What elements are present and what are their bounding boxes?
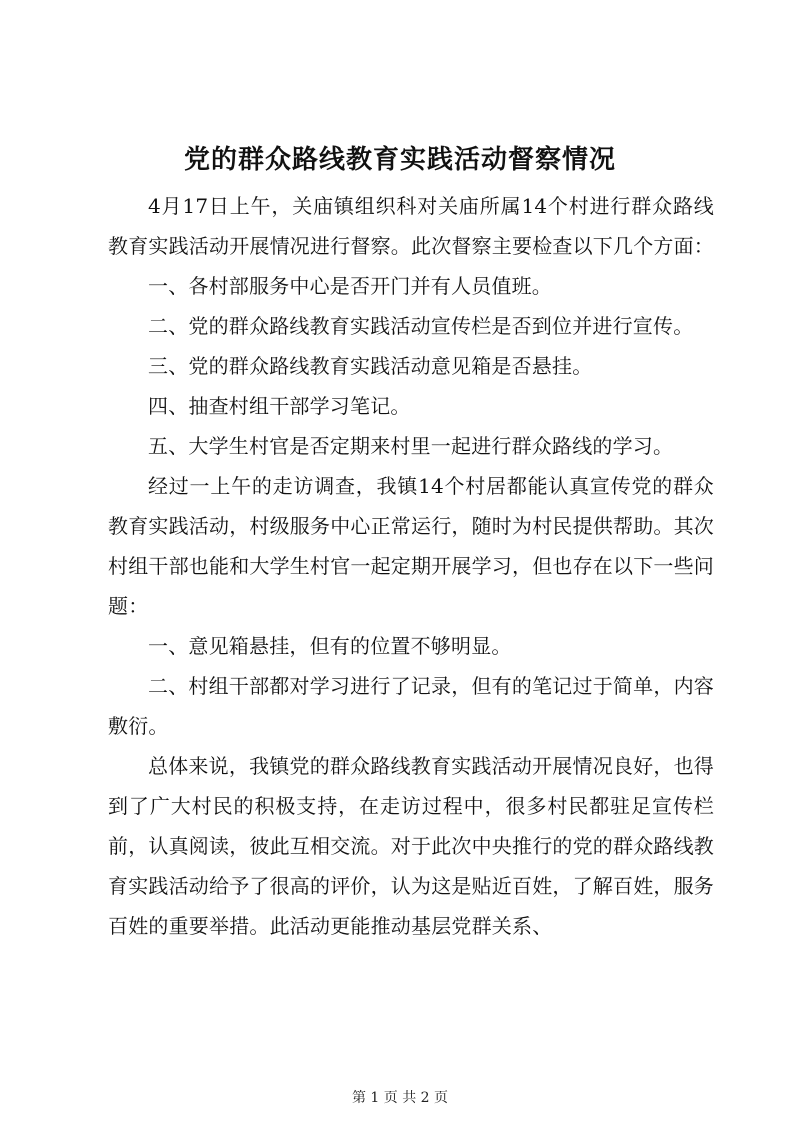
document-title: 党的群众路线教育实践活动督察情况 <box>183 145 616 175</box>
paragraph-issue-1: 一、意见箱悬挂，但有的位置不够明显。 <box>148 634 512 658</box>
paragraph-item-5: 五、大学生村官是否定期来村里一起进行群众路线的学习。 <box>148 434 674 458</box>
paragraph-issue-2: 二、村组干部都对学习进行了记录，但有的笔记过于简单，内容敷衍。 <box>108 674 714 738</box>
paragraph-summary: 总体来说，我镇党的群众路线教育实践活动开展情况良好，也得到了广大村民的积极支持，在走访过程中，很多村民都驻足宣传栏前，认真阅读，彼此互相交流。对于此次中央推行的党的群众路线教育实践活动给予了很高的评价，认为这是贴近百姓，了解百姓，服务百姓的重要举措。此活动更能推动基层党群关系、 <box>108 754 714 938</box>
page-footer: 第 1 页 共 2 页 <box>351 1090 449 1106</box>
paragraph-item-3: 三、党的群众路线教育实践活动意见箱是否悬挂。 <box>148 354 593 378</box>
document-body <box>108 186 714 946</box>
paragraph-item-2: 二、党的群众路线教育实践活动宣传栏是否到位并进行宣传。 <box>148 314 694 338</box>
paragraph-item-4: 四、抽查村组干部学习笔记。 <box>148 394 411 418</box>
paragraph-findings: 经过一上午的走访调查，我镇14个村居都能认真宣传党的群众教育实践活动，村级服务中心正常运行，随时为村民提供帮助。其次村组干部也能和大学生村官一起定期开展学习，但也存在以下一些问题： <box>108 474 714 618</box>
paragraph-item-1: 一、各村部服务中心是否开门并有人员值班。 <box>148 274 552 298</box>
paragraph-intro: 4月17日上午，关庙镇组织科对关庙所属14个村进行群众路线教育实践活动开展情况进行督察。此次督察主要检查以下几个方面： <box>108 194 714 258</box>
